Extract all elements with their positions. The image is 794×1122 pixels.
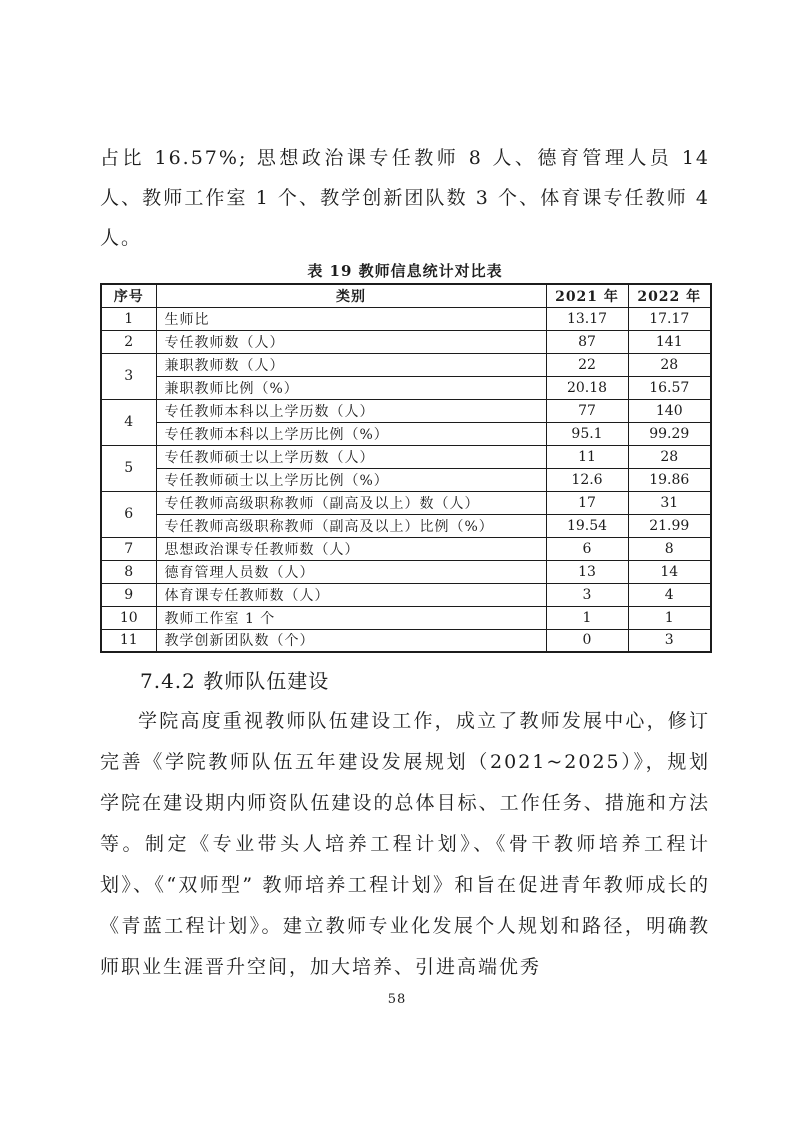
value-2022-cell: 1 [628,606,711,629]
category-cell: 德育管理人员数（人） [156,560,546,583]
table-row [101,583,711,606]
row-number-cell: 6 [101,491,156,537]
table-row [101,629,711,652]
value-2021-cell: 6 [546,537,628,560]
value-2022-cell: 16.57 [628,376,711,399]
category-cell: 思想政治课专任教师数（人） [156,537,546,560]
value-2021-cell: 12.6 [546,468,628,491]
row-number-cell: 11 [101,629,156,652]
table-row [101,330,711,353]
category-cell: 专任教师硕士以上学历比例（%） [156,468,546,491]
value-2021-cell: 20.18 [546,376,628,399]
value-2021-cell: 1 [546,606,628,629]
value-2022-cell: 19.86 [628,468,711,491]
row-number-cell: 2 [101,330,156,353]
table-row [101,422,711,445]
value-2021-cell: 13 [546,560,628,583]
value-2021-cell: 0 [546,629,628,652]
header-cell-2022: 2022 年 [628,284,711,307]
value-2021-cell: 11 [546,445,628,468]
page-content [100,138,710,988]
category-cell: 教学创新团队数（个） [156,629,546,652]
category-cell: 专任教师高级职称教师（副高及以上）数（人） [156,491,546,514]
value-2021-cell: 13.17 [546,307,628,330]
table-body [101,307,711,652]
intro-paragraph: 占比 16.57%; 思想政治课专任教师 8 人、德育管理人员 14 人、教师工作室 1 个、教学创新团队数 3 个、体育课专任教师 4 人。 [100,147,710,249]
table-row [101,560,711,583]
page-number: 58 [387,992,407,1007]
category-cell: 专任教师高级职称教师（副高及以上）比例（%） [156,514,546,537]
row-number-cell: 4 [101,399,156,445]
category-cell: 专任教师数（人） [156,330,546,353]
value-2022-cell: 99.29 [628,422,711,445]
table-header-row [101,284,711,307]
value-2021-cell: 77 [546,399,628,422]
table-row [101,445,711,468]
value-2022-cell: 17.17 [628,307,711,330]
table-row [101,468,711,491]
value-2021-cell: 3 [546,583,628,606]
table-row [101,353,711,376]
category-cell: 体育课专任教师数（人） [156,583,546,606]
category-cell: 兼职教师数（人） [156,353,546,376]
row-number-cell: 10 [101,606,156,629]
value-2021-cell: 19.54 [546,514,628,537]
category-cell: 生师比 [156,307,546,330]
value-2022-cell: 28 [628,445,711,468]
value-2022-cell: 28 [628,353,711,376]
row-number-cell: 1 [101,307,156,330]
header-cell-2021: 2021 年 [546,284,628,307]
table-row [101,399,711,422]
category-cell: 专任教师本科以上学历比例（%） [156,422,546,445]
section-paragraph: 学院高度重视教师队伍建设工作，成立了教师发展中心，修订完善《学院教师队伍五年建设发展规划（2021~2025）》，规划学院在建设期内师资队伍建设的总体目标、工作任务、措施和方法等。制定《专业带头人培养工程计划》、《骨干教师培养工程计划》、《“双师型” 教师培养工程计划》和旨在促进青年教师成长的《青蓝工程计划》。建立教师专业化发展个人规划和路径，明确教师职业生涯晋升空间，加大培养、引进高端优秀 [100,710,710,978]
value-2021-cell: 87 [546,330,628,353]
value-2022-cell: 4 [628,583,711,606]
value-2022-cell: 8 [628,537,711,560]
value-2022-cell: 3 [628,629,711,652]
row-number-cell: 3 [101,353,156,399]
table-row [101,307,711,330]
value-2022-cell: 31 [628,491,711,514]
table-row [101,606,711,629]
value-2022-cell: 21.99 [628,514,711,537]
row-number-cell: 8 [101,560,156,583]
table-title: 表 19 教师信息统计对比表 [307,262,503,280]
table-row [101,514,711,537]
category-cell: 兼职教师比例（%） [156,376,546,399]
category-cell: 专任教师本科以上学历数（人） [156,399,546,422]
teacher-stats-table [100,283,712,653]
category-cell: 专任教师硕士以上学历数（人） [156,445,546,468]
header-cell-category: 类别 [156,284,546,307]
section-heading: 7.4.2 教师队伍建设 [140,669,330,693]
value-2021-cell: 95.1 [546,422,628,445]
header-cell-no: 序号 [101,284,156,307]
table-row [101,537,711,560]
value-2022-cell: 140 [628,399,711,422]
table-row [101,376,711,399]
value-2021-cell: 17 [546,491,628,514]
row-number-cell: 7 [101,537,156,560]
row-number-cell: 5 [101,445,156,491]
category-cell: 教师工作室 1 个 [156,606,546,629]
value-2022-cell: 14 [628,560,711,583]
table-row [101,491,711,514]
row-number-cell: 9 [101,583,156,606]
value-2022-cell: 141 [628,330,711,353]
value-2021-cell: 22 [546,353,628,376]
